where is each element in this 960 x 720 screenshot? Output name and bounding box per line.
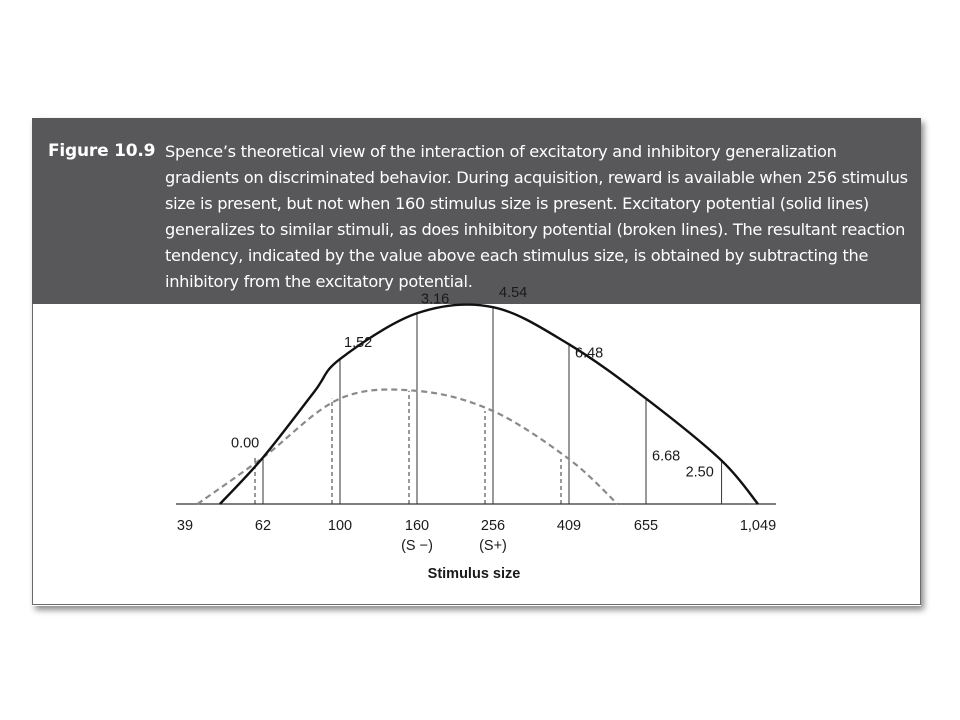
- reaction-tendency-label-4: 6.48: [575, 345, 604, 362]
- x-tick-label-0: 39: [176, 518, 194, 534]
- reaction-tendency-label-2: 3.16: [421, 291, 450, 308]
- reaction-tendency-label-0: 0.00: [231, 435, 260, 452]
- reaction-tendency-label-3: 4.54: [499, 285, 528, 302]
- x-tick-sublabel-4: (S+): [479, 538, 507, 554]
- generalization-chart: [33, 285, 920, 604]
- x-tick-label-4: 256: [480, 518, 506, 534]
- figure-card: [32, 118, 921, 606]
- reaction-tendency-label-1: 1.52: [344, 335, 373, 352]
- caption-band: [32, 118, 921, 304]
- plot-area: [32, 285, 921, 605]
- x-tick-label-7: 1,049: [739, 518, 777, 534]
- x-tick-label-1: 62: [254, 518, 272, 534]
- x-tick-label-6: 655: [633, 518, 659, 534]
- reaction-tendency-label-5: 6.68: [652, 448, 681, 465]
- x-axis-title: Stimulus size: [427, 566, 521, 582]
- reaction-tendency-label-6: 2.50: [685, 464, 714, 481]
- x-tick-label-3: 160: [404, 518, 430, 534]
- figure-caption: Spence’s theoretical view of the interaction of excitatory and inhibitory generalization gradients on discriminated behavior. During acquisition, reward is available when 256 stimulus size is present, but not when 160 stimulus size is present. Excitatory potential (solid lines) generalizes to similar stimuli, as does inhibitory potential (broken lines). The resultant reaction tendency, indicated by the value above each stimulus size, is obtained by subtracting the inhibitory from the excitatory potential.: [165, 142, 908, 291]
- figure-label: Figure 10.9: [48, 141, 156, 161]
- x-tick-sublabel-3: (S −): [401, 538, 433, 554]
- excitatory-gradient-line: [220, 305, 758, 504]
- x-tick-label-2: 100: [327, 518, 353, 534]
- inhibitory-gradient-line: [198, 389, 618, 504]
- x-tick-label-5: 409: [556, 518, 582, 534]
